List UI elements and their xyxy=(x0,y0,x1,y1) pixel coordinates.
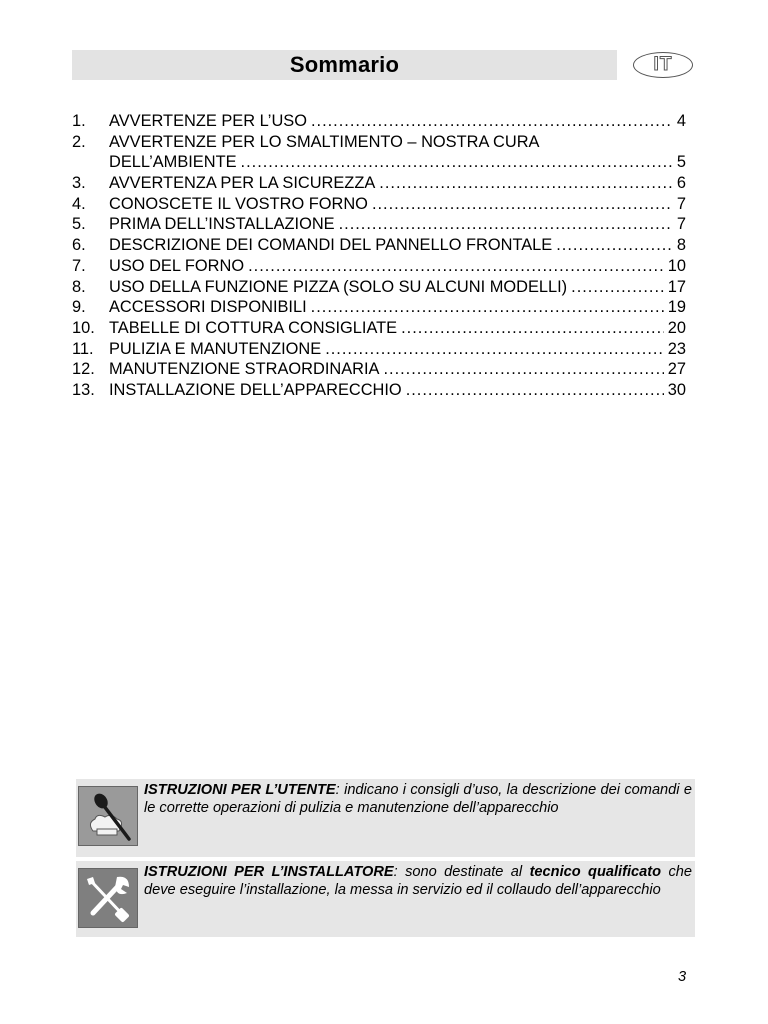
toc-number: 12. xyxy=(72,360,95,379)
toc-page: 27 xyxy=(667,360,686,379)
toc-title: DESCRIZIONE DEI COMANDI DEL PANNELLO FRONTALE xyxy=(109,236,553,255)
installer-instructions-note xyxy=(76,861,695,937)
toc-entry-6[interactable] xyxy=(72,235,686,256)
user-instructions-label: ISTRUZIONI PER L’UTENTE xyxy=(144,782,336,798)
toc-number: 11. xyxy=(72,339,94,358)
toc-page: 17 xyxy=(667,277,686,296)
toc-title: MANUTENZIONE STRAORDINARIA xyxy=(109,360,380,379)
toc-page: 5 xyxy=(676,153,686,172)
chef-spoon-icon xyxy=(78,786,138,846)
toc-title: AVVERTENZE PER LO SMALTIMENTO – NOSTRA CURA xyxy=(109,132,540,151)
user-instructions-note xyxy=(76,779,695,857)
toc-title: PRIMA DELL’INSTALLAZIONE xyxy=(109,215,335,234)
toc-number: 9. xyxy=(72,298,86,317)
toc-entry-8[interactable] xyxy=(72,277,686,298)
toc-title: ACCESSORI DISPONIBILI xyxy=(109,298,307,317)
tools-icon xyxy=(78,868,138,928)
toc-leader xyxy=(248,256,664,277)
toc-page: 23 xyxy=(667,339,686,358)
toc-page: 7 xyxy=(676,215,686,234)
language-code: IT xyxy=(653,54,673,75)
toc-leader xyxy=(383,359,663,380)
toc-title: PULIZIA E MANUTENZIONE xyxy=(109,339,322,358)
language-badge xyxy=(633,52,693,78)
title-bar xyxy=(72,50,617,80)
toc-leader xyxy=(339,214,673,235)
toc-title: USO DEL FORNO xyxy=(109,256,245,275)
installer-instructions-body-2: che deve eseguire l’installazione, la messa in servizio ed il collaudo dell’apparecchio xyxy=(144,864,692,899)
table-of-contents xyxy=(72,111,686,401)
toc-number: 2. xyxy=(72,132,86,151)
toc-title: TABELLE DI COTTURA CONSIGLIATE xyxy=(109,318,398,337)
toc-title: INSTALLAZIONE DELL’APPARECCHIO xyxy=(109,380,402,399)
toc-page: 20 xyxy=(667,318,686,337)
toc-number: 13. xyxy=(72,380,95,399)
toc-title: USO DELLA FUNZIONE PIZZA (SOLO SU ALCUNI MODELLI) xyxy=(109,277,568,296)
toc-page: 6 xyxy=(676,174,686,193)
toc-entry-9[interactable] xyxy=(72,297,686,318)
toc-entry-13[interactable] xyxy=(72,380,686,401)
toc-entry-4[interactable] xyxy=(72,194,686,215)
toc-number: 8. xyxy=(72,277,86,296)
toc-number: 4. xyxy=(72,194,86,213)
installer-instructions-text xyxy=(144,863,692,900)
toc-entry-3[interactable] xyxy=(72,173,686,194)
toc-leader xyxy=(379,173,673,194)
toc-leader xyxy=(311,297,664,318)
toc-leader xyxy=(571,277,664,298)
toc-page: 8 xyxy=(676,236,686,255)
toc-page: 19 xyxy=(667,298,686,317)
user-instructions-text xyxy=(144,781,692,818)
toc-number: 1. xyxy=(72,112,86,130)
toc-page: 7 xyxy=(676,194,686,213)
toc-leader xyxy=(325,339,664,360)
toc-entry-1[interactable] xyxy=(72,111,686,132)
toc-number: 5. xyxy=(72,215,86,234)
toc-entry-5[interactable] xyxy=(72,214,686,235)
toc-page: 10 xyxy=(667,256,686,275)
toc-entry-2-cont[interactable] xyxy=(72,152,686,173)
page-title: Sommario xyxy=(289,52,400,77)
toc-title: CONOSCETE IL VOSTRO FORNO xyxy=(109,194,368,213)
toc-title: AVVERTENZA PER LA SICUREZZA xyxy=(109,174,376,193)
toc-leader xyxy=(556,235,673,256)
toc-entry-2[interactable] xyxy=(72,132,686,153)
toc-page: 4 xyxy=(676,112,686,130)
toc-leader xyxy=(401,318,664,339)
toc-leader xyxy=(311,111,673,132)
toc-number: 7. xyxy=(72,256,86,275)
toc-leader xyxy=(241,152,673,173)
installer-instructions-emphasis: tecnico qualificato xyxy=(529,864,662,880)
installer-instructions-body-1: : sono destinate al xyxy=(393,864,530,880)
installer-instructions-label: ISTRUZIONI PER L’INSTALLATORE xyxy=(144,864,394,880)
toc-entry-10[interactable] xyxy=(72,318,686,339)
toc-leader xyxy=(372,194,673,215)
toc-title-cont: DELL’AMBIENTE xyxy=(109,153,237,172)
toc-title: AVVERTENZE PER L’USO xyxy=(109,112,307,130)
user-instructions-body: : indicano i consigli d’uso, la descrizione dei comandi e le corrette operazioni di pulizia e manutenzione dell’apparecchio xyxy=(144,782,692,817)
toc-entry-7[interactable] xyxy=(72,256,686,277)
toc-entry-11[interactable] xyxy=(72,339,686,360)
toc-page: 30 xyxy=(667,380,686,399)
toc-leader xyxy=(406,380,664,401)
toc-number: 3. xyxy=(72,174,86,193)
toc-number: 10. xyxy=(72,318,95,337)
toc-number: 6. xyxy=(72,236,86,255)
page-number: 3 xyxy=(678,969,687,985)
toc-entry-12[interactable] xyxy=(72,359,686,380)
